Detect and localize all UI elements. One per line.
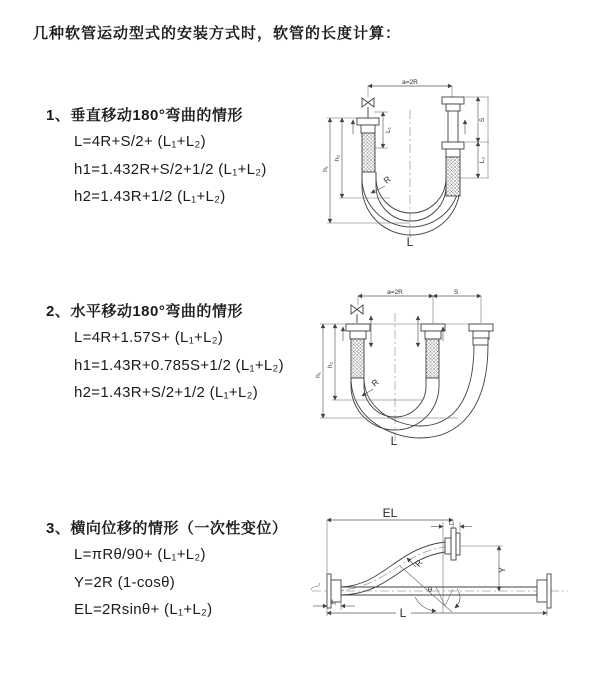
section-horizontal-movement (46, 300, 284, 407)
flange-hub (473, 338, 488, 345)
dim-label-h2: h₂ (334, 154, 341, 162)
hose-outer-wall-moved (362, 172, 460, 235)
formula-line: h1=1.432R+S/2+1/2 (L₁+L₂) (74, 160, 267, 178)
dim-label-y: Y (497, 567, 507, 573)
dim-label-length: L (390, 434, 398, 448)
dim-label-radius: R (412, 557, 425, 569)
section-1-heading: 1、垂直移动180°弯曲的情形 (46, 107, 243, 124)
radius-leader (371, 186, 385, 193)
flange-hub (445, 538, 451, 554)
dim-label-el: EL (382, 506, 398, 520)
dim-label-l1: L₁ (385, 127, 392, 133)
flange-hub (425, 331, 441, 339)
flange-plate (346, 324, 370, 331)
dim-label-h1: h₁ (315, 372, 322, 378)
flange-plate (442, 142, 464, 149)
angle-leg (445, 589, 453, 606)
formula-line: L=πRθ/90+ (L₁+L₂) (74, 546, 206, 563)
dim-label-h2: h₂ (327, 361, 334, 369)
section-lateral-displacement (46, 517, 287, 624)
radius-line (400, 566, 452, 612)
braid-section (426, 339, 439, 378)
flange-hub (446, 104, 460, 111)
section-3-heading: 3、横向位移的情形（一次性变位） (46, 520, 288, 537)
pipe-break-symbol (311, 583, 320, 590)
flange-plate (357, 118, 379, 125)
flange-hub (537, 580, 547, 602)
formula-line: EL=2Rsinθ+ (L₁+L₂) (74, 601, 213, 618)
braid-section (351, 339, 364, 378)
flange-plate (469, 324, 493, 331)
formula-line: h2=1.43R+1/2 (L₁+L₂) (74, 188, 226, 205)
section-2-heading: 2、水平移动180°弯曲的情形 (46, 303, 243, 320)
dim-label-h1: h₁ (322, 166, 329, 172)
dim-label-l1-top: L₁ (448, 520, 455, 527)
dim-label-length: L (399, 606, 407, 620)
angle-arc-arrow (415, 597, 436, 611)
valve-icon (362, 98, 374, 107)
page-title: 几种软管运动型式的安装方式时，软管的长度计算： (33, 25, 402, 42)
flange-hub (361, 125, 375, 133)
flange-plate (442, 97, 464, 104)
flange-plate (421, 324, 445, 331)
dim-label-span: a=2R (387, 289, 403, 296)
flange-hub (350, 331, 366, 339)
dim-label-theta: θ (427, 585, 433, 594)
formula-line: h1=1.43R+0.785S+1/2 (L₁+L₂) (74, 356, 284, 374)
formula-line: Y=2R (1-cosθ) (74, 573, 176, 591)
angle-leg (436, 587, 445, 606)
dim-label-span: a=2R (402, 79, 418, 86)
dim-label-s: S (479, 117, 486, 123)
flange-hub (446, 149, 460, 157)
diagram-lateral-displacement (300, 500, 600, 650)
dim-label-l2: L₂ (479, 156, 486, 164)
flange-plate (451, 528, 456, 560)
braid-section (446, 157, 460, 196)
formula-line: h2=1.43R+S/2+1/2 (L₁+L₂) (74, 384, 259, 401)
diagram-horizontal-180-bend (308, 285, 600, 450)
hose-top-wall (341, 542, 445, 587)
section-vertical-movement (46, 104, 267, 211)
flange-plate (456, 533, 460, 555)
angle-arc-arrow (455, 589, 460, 608)
dim-label-s: S (453, 289, 459, 296)
hose-outer-wall (362, 172, 460, 227)
dim-label-length: L (406, 235, 414, 249)
dim-label-l1-bottom: L₁ (331, 600, 337, 606)
diagram-vertical-180-bend (315, 76, 515, 251)
valve-icon (351, 305, 363, 314)
dim-label-radius: R (381, 173, 393, 186)
formula-line: L=4R+1.57S+ (L₁+L₂) (74, 329, 224, 346)
flange-plate (547, 574, 551, 608)
flange-hub (331, 580, 341, 602)
braid-section (362, 133, 375, 172)
dim-label-radius: R (369, 376, 381, 389)
formula-line: L=4R+S/2+ (L₁+L₂) (74, 133, 206, 150)
